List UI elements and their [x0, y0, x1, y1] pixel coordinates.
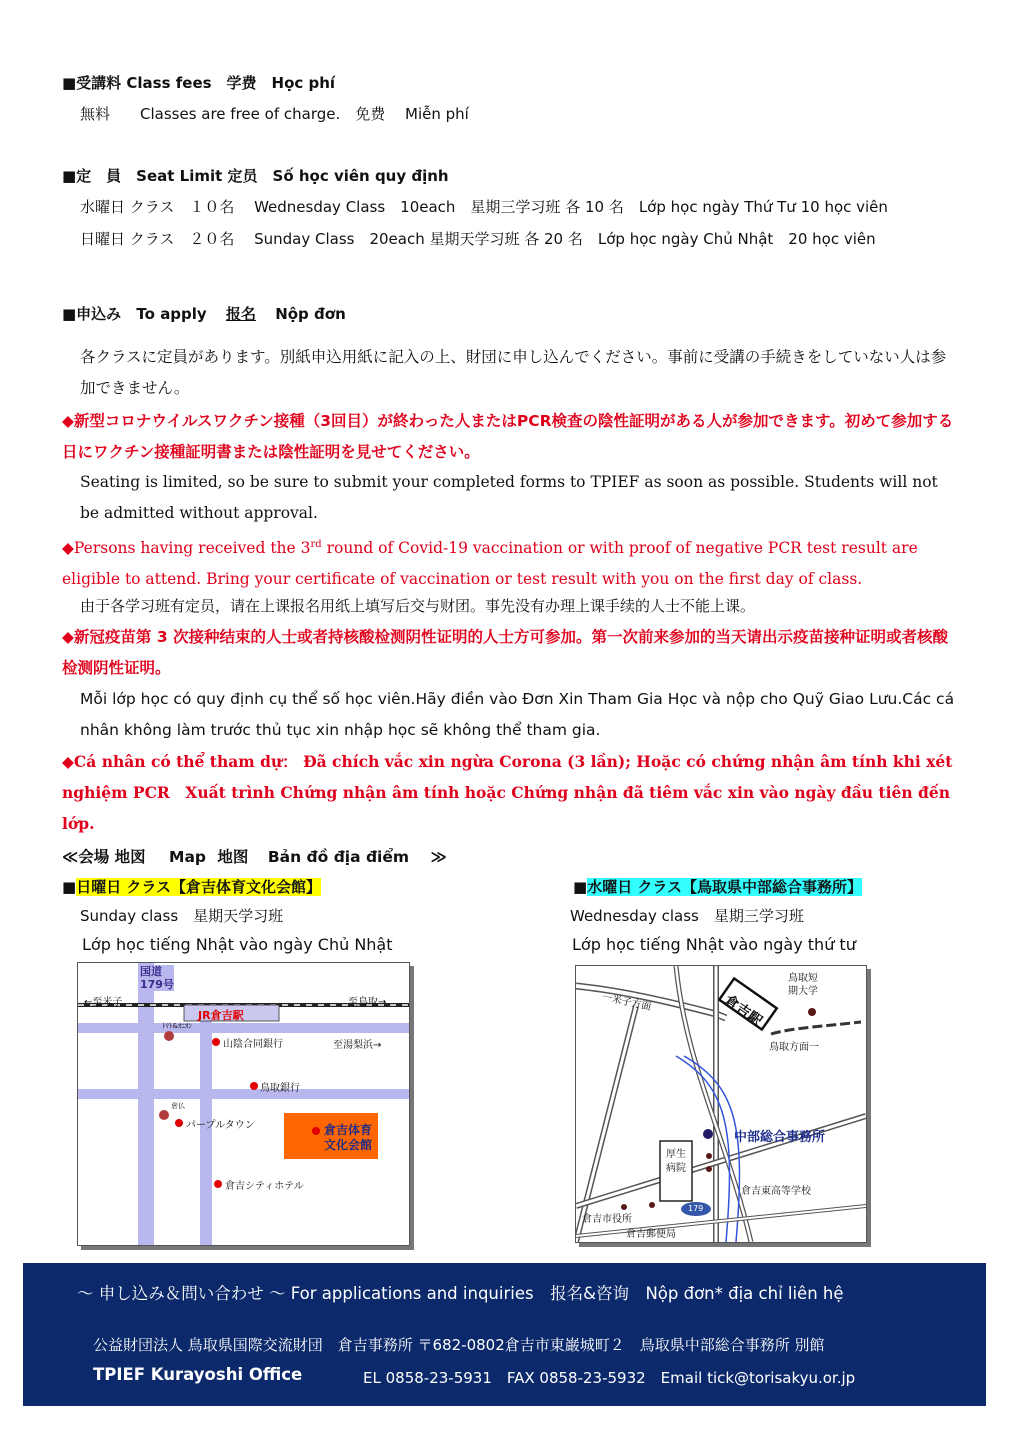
post-office-label: 倉吉郵便局: [626, 1229, 676, 1240]
sunday-venue-vi: Lớp học tiếng Nhật vào ngày Chủ Nhật: [82, 935, 393, 954]
shop2-label: 倉仏: [171, 1102, 185, 1110]
bank2-label: 鳥取銀行: [260, 1083, 300, 1094]
marker-icon: [214, 1180, 222, 1188]
footer-org: 公益財団法人 鳥取県国際交流財団 倉吉事務所 〒682-0802倉吉市東巌城町２ 鳥取県中部総合事務所 別館: [93, 1336, 825, 1354]
marker-icon: [706, 1153, 712, 1159]
apply-en-red-2: round of Covid-19 vaccination or with proof of negative PCR test result are eligible to attend. Bring your certificate of vaccination or test result with you on the first day of class.: [62, 539, 918, 589]
seat-limit-heading: ■定 員 Seat Limit 定员 Số học viên quy định: [62, 167, 449, 185]
map-heading-vi: Bản đồ địa điểm: [267, 848, 410, 866]
wednesday-venue-vi: Lớp học tiếng Nhật vào ngày thứ tư: [572, 935, 856, 954]
marker-icon: [164, 1031, 174, 1041]
east-label: 至鳥取→: [348, 997, 387, 1008]
sunday-venue-map: [77, 962, 410, 1246]
seat-limit-sunday: 日曜日 クラス ２０名 Sunday Class 20each 星期天学习班 各 20 名 Lớp học ngày Chủ Nhật 20 học viên: [80, 230, 876, 248]
route-number-label: 179: [688, 1204, 704, 1213]
hospital-label: 厚生 病院: [666, 1149, 686, 1174]
map-heading-close: ≫: [430, 848, 447, 866]
class-fees-heading: ■受講料 Class fees 学费 Học phí: [62, 74, 336, 92]
map2-station-label: 倉吉駅: [721, 992, 765, 1030]
sunday-venue-heading: [62, 876, 321, 897]
marker-icon: [706, 1166, 712, 1172]
sunday-venue-en: Sunday class 星期天学习班: [80, 907, 284, 925]
apply-en-red: [62, 529, 960, 595]
route-label: 国道 179号: [140, 965, 174, 991]
map-road: [200, 1019, 212, 1245]
bank1-label: 山陰合同銀行: [223, 1039, 283, 1050]
apply-ja-red: ◆新型コロナウイルスワクチン接種（3回目）が終わった人またはPCR検査の陰性証明がある人が参加できます。初めて参加する日にワクチン接種証明書または陰性証明を見せてください。: [62, 412, 954, 461]
apply-heading-en: To apply: [136, 305, 207, 323]
marker-icon: [703, 1129, 713, 1139]
footer-contact-line[interactable]: EL 0858-23-5931 FAX 0858-23-5932 Email tick@torisakyu.or.jp: [363, 1369, 856, 1387]
map-road: [78, 1089, 409, 1099]
college-label: 鳥取短 期大学: [788, 973, 818, 997]
footer-office: TPIEF Kurayoshi Office: [93, 1365, 303, 1384]
apply-en-red-1: ◆Persons having received the 3: [62, 539, 311, 558]
class-fees-line: 無料 Classes are free of charge. 免费 Miễn phí: [80, 105, 469, 123]
seat-limit-wednesday: 水曜日 クラス １０名 Wednesday Class 10each 星期三学习班 各 10 名 Lớp học ngày Thứ Tư 10 học viên: [80, 198, 888, 216]
map-heading-en: Map: [169, 848, 207, 866]
bullet-icon: ■: [573, 878, 588, 896]
yonago-label: 一米子方面: [600, 991, 653, 1014]
school-label: 倉吉東高等学校: [741, 1186, 811, 1197]
apply-ja-text: 各クラスに定員があります。別紙申込用紙に記入の上、財団に申し込んでください。事前に受講の手続きをしていない人は参加できません。: [80, 348, 947, 397]
map-heading-ja: ≪会場 地図: [62, 848, 146, 866]
apply-zh-red: ◆新冠疫苗第 3 次接种结束的人士或者持核酸检测阴性证明的人士方可参加。第一次前来参加的当天请出示疫苗接种证明或者核酸检测阴性证明。: [62, 628, 949, 677]
marker-icon: [159, 1110, 169, 1120]
sunday-venue-name: 日曜日 クラス【倉吉体育文化会館】: [76, 878, 321, 896]
apply-heading-zh: 报名: [225, 305, 256, 323]
wednesday-venue-map: [575, 965, 867, 1243]
marker-icon: [312, 1127, 320, 1135]
wednesday-venue-name: 水曜日 クラス【鳥取県中部総合事務所】: [587, 878, 862, 896]
map-heading-zh: 地图: [217, 848, 249, 866]
wednesday-venue-heading: [573, 876, 862, 897]
marker-icon: [175, 1119, 183, 1127]
hotel-label: 倉吉シティホテル: [225, 1181, 304, 1192]
apply-heading-vi: Nộp đơn: [275, 305, 346, 323]
venue-label: 倉吉体育 文化会館: [324, 1123, 373, 1152]
apply-en-text: Seating is limited, so be sure to submit your completed forms to TPIEF as soon as possible. Students will not be admitted without approval.: [80, 473, 938, 522]
footer-title: ～ 申し込み＆問い合わせ ～ For applications and inquiries 报名&咨询 Nộp đơn* địa chỉ liên hệ: [77, 1284, 844, 1303]
bullet-icon: ■: [62, 878, 77, 896]
office-label: 中部総合事務所: [734, 1130, 826, 1145]
purple-town-label: パープルタウン: [186, 1120, 255, 1131]
tottori-label: 鳥取方面一: [769, 1042, 819, 1053]
west-label: ←至米子: [84, 997, 123, 1008]
apply-zh-text: 由于各学习班有定员，请在上课报名用纸上填写后交与财团。事先没有办理上课手续的人士不能上课。: [80, 597, 756, 615]
footer-contact: [23, 1263, 986, 1406]
marker-icon: [808, 1008, 816, 1016]
apply-vi-red: ◆Cá nhân có thể tham dự： Đã chích vắc xin ngừa Corona (3 lần); Hoặc có chứng nhận âm tính khi xét nghiệm PCR Xuất trình Chứng nhận âm tính hoặc Chứng nhận đã tiêm vắc xin vào ngày đầu tiên đến lớp.: [62, 752, 953, 833]
wednesday-venue-en: Wednesday class 星期三学习班: [570, 907, 804, 925]
apply-heading: [62, 303, 346, 324]
apply-heading-ja: ■申込み: [62, 305, 122, 323]
apply-vi-text: Mỗi lớp học có quy định cụ thể số học viên.Hãy điền vào Đơn Xin Tham Gia Học và nộp cho Quỹ Giao Lưu.Các cá nhân không làm trước thủ tục xin nhập học sẽ không thể tham gia.: [80, 690, 955, 739]
marker-icon: [250, 1082, 258, 1090]
cityhall-label: 倉吉市役所: [582, 1214, 632, 1225]
station-label: JR倉吉駅: [198, 1009, 244, 1022]
marker-icon: [212, 1038, 220, 1046]
yurihama-label: 至湯梨浜→: [333, 1040, 382, 1051]
apply-en-red-sup: rd: [310, 539, 322, 550]
shop1-label: ﾄﾏﾄ&ｵﾆｵﾝ: [162, 1022, 192, 1030]
map-heading: [62, 845, 447, 867]
marker-icon: [649, 1202, 655, 1208]
map-road: [78, 1023, 409, 1033]
